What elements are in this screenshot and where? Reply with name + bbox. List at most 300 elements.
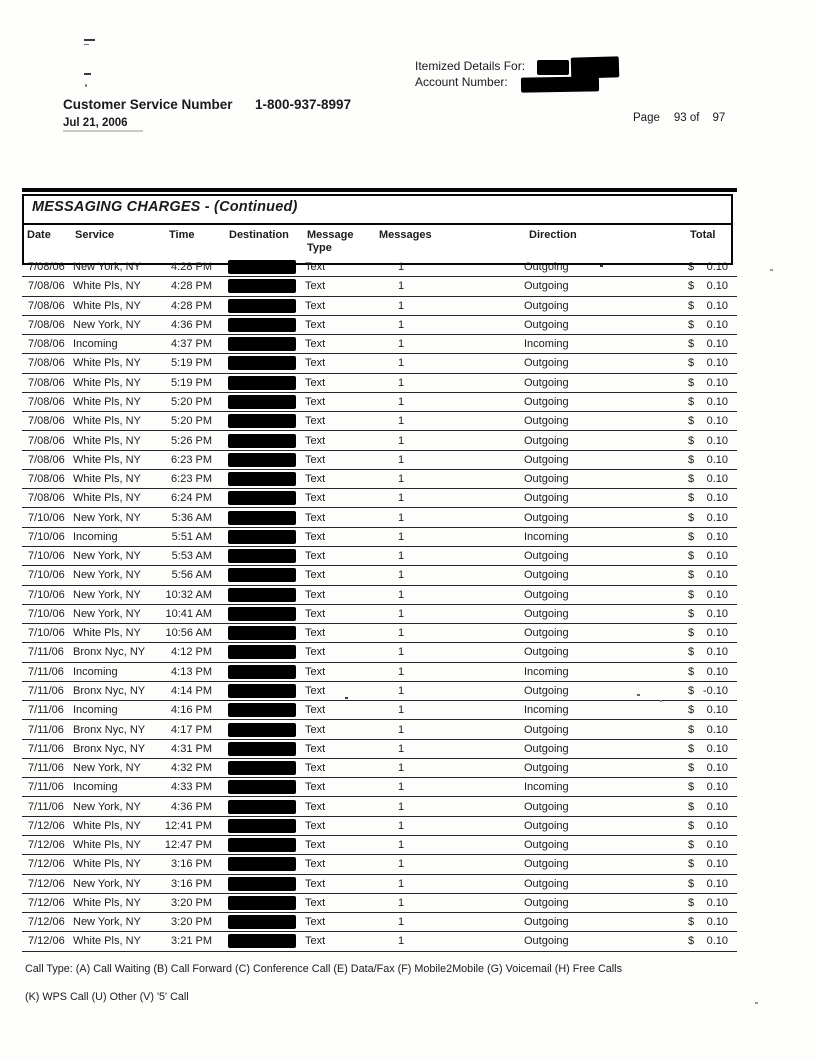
row-service: New York, NY bbox=[73, 588, 141, 601]
row-service: White Pls, NY bbox=[73, 819, 141, 832]
row-message-type: Text bbox=[305, 395, 326, 408]
row-date: 7/08/06 bbox=[28, 395, 65, 408]
row-message-type: Text bbox=[305, 762, 326, 775]
table-row bbox=[22, 508, 737, 527]
destination-redaction-box bbox=[228, 395, 296, 409]
row-messages-count: 1 bbox=[398, 723, 405, 736]
table-row bbox=[22, 740, 737, 759]
currency-symbol: $ bbox=[688, 376, 695, 389]
row-time: 4:28 PM bbox=[171, 280, 212, 293]
table-row bbox=[22, 277, 737, 296]
table-row bbox=[22, 720, 737, 739]
row-destination bbox=[214, 645, 300, 659]
row-direction: Outgoing bbox=[524, 646, 569, 659]
table-row bbox=[22, 393, 737, 412]
scan-artifact bbox=[63, 130, 143, 132]
statement-date: Jul 21, 2006 bbox=[63, 117, 128, 129]
row-total bbox=[682, 589, 733, 601]
row-destination bbox=[214, 395, 300, 409]
row-time: 4:37 PM bbox=[171, 338, 212, 351]
row-direction: Outgoing bbox=[524, 511, 569, 524]
table-row bbox=[22, 875, 737, 894]
destination-redaction-box bbox=[228, 260, 296, 274]
currency-symbol: $ bbox=[688, 434, 695, 447]
row-total bbox=[682, 801, 733, 813]
row-messages-count: 1 bbox=[398, 607, 405, 620]
row-message-type: Text bbox=[305, 588, 326, 601]
row-direction: Outgoing bbox=[524, 762, 569, 775]
row-amount: 0.10 bbox=[706, 550, 728, 563]
row-amount: 0.10 bbox=[706, 935, 728, 948]
row-amount: 0.10 bbox=[706, 376, 728, 389]
row-amount: 0.10 bbox=[706, 473, 728, 486]
row-direction: Outgoing bbox=[524, 877, 569, 890]
row-messages-count: 1 bbox=[398, 569, 405, 582]
call-type-legend-line2: (K) WPS Call (U) Other (V) '5' Call bbox=[25, 991, 189, 1003]
row-message-type: Text bbox=[305, 473, 326, 486]
row-messages-count: 1 bbox=[398, 877, 405, 890]
row-time: 4:36 PM bbox=[171, 800, 212, 813]
row-service: White Pls, NY bbox=[73, 839, 141, 852]
row-messages-count: 1 bbox=[398, 453, 405, 466]
row-message-type: Text bbox=[305, 357, 326, 370]
row-amount: 0.10 bbox=[706, 530, 728, 543]
row-amount: 0.10 bbox=[706, 588, 728, 601]
row-direction: Incoming bbox=[524, 338, 569, 351]
table-row bbox=[22, 431, 737, 450]
row-direction: Outgoing bbox=[524, 935, 569, 948]
row-service: Incoming bbox=[73, 530, 118, 543]
row-date: 7/11/06 bbox=[28, 684, 64, 697]
row-destination bbox=[214, 318, 300, 332]
row-total bbox=[682, 396, 733, 408]
row-message-type: Text bbox=[305, 800, 326, 813]
row-message-type: Text bbox=[305, 453, 326, 466]
row-message-type: Text bbox=[305, 858, 326, 871]
customer-service-line bbox=[63, 97, 352, 112]
row-message-type: Text bbox=[305, 704, 326, 717]
row-direction: Outgoing bbox=[524, 819, 569, 832]
row-messages-count: 1 bbox=[398, 550, 405, 563]
row-messages-count: 1 bbox=[398, 473, 405, 486]
row-service: Bronx Nyc, NY bbox=[73, 646, 146, 659]
row-total bbox=[682, 531, 733, 543]
currency-symbol: $ bbox=[688, 338, 695, 351]
scan-artifact bbox=[85, 84, 87, 87]
row-message-type: Text bbox=[305, 415, 326, 428]
row-message-type: Text bbox=[305, 607, 326, 620]
row-total bbox=[682, 454, 733, 466]
row-total bbox=[682, 897, 733, 909]
row-total bbox=[682, 724, 733, 736]
row-total bbox=[682, 473, 733, 485]
destination-redaction-box bbox=[228, 453, 296, 467]
row-amount: 0.10 bbox=[706, 762, 728, 775]
customer-service-number: 1-800-937-8997 bbox=[255, 97, 352, 112]
row-service: New York, NY bbox=[73, 762, 141, 775]
row-message-type: Text bbox=[305, 511, 326, 524]
row-service: White Pls, NY bbox=[73, 492, 141, 505]
scan-artifact bbox=[755, 1002, 758, 1004]
table-row bbox=[22, 316, 737, 335]
row-destination bbox=[214, 549, 300, 563]
row-messages-count: 1 bbox=[398, 299, 405, 312]
redaction-name-box-2 bbox=[571, 56, 620, 78]
row-amount: 0.10 bbox=[706, 415, 728, 428]
table-row bbox=[22, 701, 737, 720]
row-messages-count: 1 bbox=[398, 704, 405, 717]
row-service: White Pls, NY bbox=[73, 395, 141, 408]
currency-symbol: $ bbox=[688, 261, 695, 274]
row-time: 12:47 PM bbox=[164, 839, 212, 852]
row-direction: Outgoing bbox=[524, 376, 569, 389]
row-time: 4:33 PM bbox=[171, 781, 212, 794]
messaging-charges-table-header bbox=[22, 194, 733, 265]
row-total bbox=[682, 357, 733, 369]
row-amount: 0.10 bbox=[706, 704, 728, 717]
row-messages-count: 1 bbox=[398, 588, 405, 601]
row-direction: Outgoing bbox=[524, 280, 569, 293]
row-service: White Pls, NY bbox=[73, 453, 141, 466]
row-destination bbox=[214, 626, 300, 640]
row-destination bbox=[214, 915, 300, 929]
scan-artifact bbox=[770, 269, 773, 271]
row-total bbox=[682, 569, 733, 581]
row-direction: Outgoing bbox=[524, 318, 569, 331]
row-date: 7/10/06 bbox=[28, 627, 65, 640]
row-time: 4:32 PM bbox=[171, 762, 212, 775]
row-time: 4:28 PM bbox=[171, 299, 212, 312]
row-time: 3:21 PM bbox=[171, 935, 212, 948]
row-amount: 0.10 bbox=[706, 299, 728, 312]
row-service: Bronx Nyc, NY bbox=[73, 742, 146, 755]
row-time: 5:19 PM bbox=[171, 357, 212, 370]
row-date: 7/10/06 bbox=[28, 588, 65, 601]
table-row bbox=[22, 663, 737, 682]
page-indicator bbox=[633, 112, 725, 124]
row-messages-count: 1 bbox=[398, 742, 405, 755]
row-date: 7/08/06 bbox=[28, 357, 65, 370]
row-message-type: Text bbox=[305, 742, 326, 755]
row-destination bbox=[214, 723, 300, 737]
destination-redaction-box bbox=[228, 838, 296, 852]
currency-symbol: $ bbox=[688, 762, 695, 775]
row-destination bbox=[214, 934, 300, 948]
row-total bbox=[682, 916, 733, 928]
row-time: 4:16 PM bbox=[171, 704, 212, 717]
destination-redaction-box bbox=[228, 356, 296, 370]
row-message-type: Text bbox=[305, 492, 326, 505]
table-body bbox=[22, 258, 737, 952]
row-service: White Pls, NY bbox=[73, 627, 141, 640]
row-destination bbox=[214, 511, 300, 525]
row-messages-count: 1 bbox=[398, 280, 405, 293]
row-total bbox=[682, 743, 733, 755]
row-direction: Outgoing bbox=[524, 723, 569, 736]
destination-redaction-box bbox=[228, 915, 296, 929]
currency-symbol: $ bbox=[688, 530, 695, 543]
row-message-type: Text bbox=[305, 318, 326, 331]
row-time: 5:36 AM bbox=[171, 511, 212, 524]
currency-symbol: $ bbox=[688, 665, 695, 678]
row-amount: 0.10 bbox=[706, 357, 728, 370]
row-destination bbox=[214, 453, 300, 467]
row-service: White Pls, NY bbox=[73, 434, 141, 447]
row-date: 7/11/06 bbox=[28, 800, 64, 813]
row-destination bbox=[214, 568, 300, 582]
row-service: New York, NY bbox=[73, 916, 141, 929]
column-header-direction: Direction bbox=[529, 229, 577, 241]
row-time: 5:53 AM bbox=[171, 550, 212, 563]
row-message-type: Text bbox=[305, 338, 326, 351]
currency-symbol: $ bbox=[688, 819, 695, 832]
row-date: 7/08/06 bbox=[28, 434, 65, 447]
row-amount: 0.10 bbox=[706, 261, 728, 274]
row-time: 3:16 PM bbox=[171, 858, 212, 871]
row-time: 5:19 PM bbox=[171, 376, 212, 389]
table-title: MESSAGING CHARGES - (Continued) bbox=[24, 196, 731, 225]
row-service: White Pls, NY bbox=[73, 935, 141, 948]
destination-redaction-box bbox=[228, 472, 296, 486]
row-service: Incoming bbox=[73, 781, 118, 794]
row-message-type: Text bbox=[305, 684, 326, 697]
currency-symbol: $ bbox=[688, 395, 695, 408]
row-destination bbox=[214, 356, 300, 370]
row-message-type: Text bbox=[305, 434, 326, 447]
row-destination bbox=[214, 376, 300, 390]
page-current: 93 bbox=[673, 112, 687, 124]
row-total bbox=[682, 704, 733, 716]
row-destination bbox=[214, 838, 300, 852]
destination-redaction-box bbox=[228, 530, 296, 544]
row-total bbox=[682, 415, 733, 427]
itemized-details-block bbox=[415, 58, 525, 90]
row-date: 7/10/06 bbox=[28, 569, 65, 582]
row-service: New York, NY bbox=[73, 800, 141, 813]
scan-artifact bbox=[84, 39, 95, 41]
row-messages-count: 1 bbox=[398, 684, 405, 697]
row-direction: Outgoing bbox=[524, 395, 569, 408]
destination-redaction-box bbox=[228, 376, 296, 390]
scan-artifact bbox=[345, 697, 348, 699]
row-date: 7/08/06 bbox=[28, 453, 65, 466]
row-amount: 0.10 bbox=[706, 492, 728, 505]
row-direction: Outgoing bbox=[524, 415, 569, 428]
call-type-legend-line1: Call Type: (A) Call Waiting (B) Call Forward (C) Conference Call (E) Data/Fax (F) Mobile2Mobile (G) Voicemail (H) Free Calls bbox=[25, 963, 622, 975]
currency-symbol: $ bbox=[688, 742, 695, 755]
row-direction: Incoming bbox=[524, 665, 569, 678]
row-time: 4:14 PM bbox=[171, 684, 212, 697]
row-total bbox=[682, 319, 733, 331]
row-date: 7/12/06 bbox=[28, 839, 65, 852]
row-amount: 0.10 bbox=[706, 819, 728, 832]
row-messages-count: 1 bbox=[398, 357, 405, 370]
row-time: 4:13 PM bbox=[171, 665, 212, 678]
page-of-label: of bbox=[689, 112, 700, 124]
destination-redaction-box bbox=[228, 414, 296, 428]
destination-redaction-box bbox=[228, 434, 296, 448]
row-date: 7/10/06 bbox=[28, 550, 65, 563]
destination-redaction-box bbox=[228, 588, 296, 602]
account-number-label: Account Number: bbox=[415, 75, 508, 89]
row-messages-count: 1 bbox=[398, 935, 405, 948]
row-direction: Outgoing bbox=[524, 800, 569, 813]
table-row bbox=[22, 354, 737, 373]
row-total bbox=[682, 261, 733, 273]
row-time: 6:24 PM bbox=[171, 492, 212, 505]
row-message-type: Text bbox=[305, 550, 326, 563]
row-destination bbox=[214, 896, 300, 910]
table-row bbox=[22, 489, 737, 508]
row-amount: 0.10 bbox=[706, 858, 728, 871]
row-total bbox=[682, 377, 733, 389]
row-messages-count: 1 bbox=[398, 261, 405, 274]
row-total bbox=[682, 435, 733, 447]
row-destination bbox=[214, 530, 300, 544]
table-row bbox=[22, 297, 737, 316]
row-service: White Pls, NY bbox=[73, 299, 141, 312]
row-service: White Pls, NY bbox=[73, 415, 141, 428]
row-date: 7/11/06 bbox=[28, 742, 64, 755]
row-amount: 0.10 bbox=[706, 916, 728, 929]
row-messages-count: 1 bbox=[398, 858, 405, 871]
row-direction: Outgoing bbox=[524, 588, 569, 601]
row-service: New York, NY bbox=[73, 550, 141, 563]
row-message-type: Text bbox=[305, 935, 326, 948]
row-message-type: Text bbox=[305, 299, 326, 312]
row-date: 7/08/06 bbox=[28, 318, 65, 331]
row-total bbox=[682, 839, 733, 851]
row-direction: Outgoing bbox=[524, 473, 569, 486]
row-service: White Pls, NY bbox=[73, 858, 141, 871]
row-date: 7/08/06 bbox=[28, 492, 65, 505]
row-date: 7/11/06 bbox=[28, 646, 64, 659]
destination-redaction-box bbox=[228, 318, 296, 332]
row-time: 4:12 PM bbox=[171, 646, 212, 659]
row-time: 3:20 PM bbox=[171, 916, 212, 929]
row-messages-count: 1 bbox=[398, 800, 405, 813]
row-destination bbox=[214, 819, 300, 833]
row-service: New York, NY bbox=[73, 511, 141, 524]
row-time: 6:23 PM bbox=[171, 473, 212, 486]
table-row bbox=[22, 547, 737, 566]
row-date: 7/10/06 bbox=[28, 511, 65, 524]
scan-artifact bbox=[660, 700, 662, 702]
currency-symbol: $ bbox=[688, 415, 695, 428]
table-row bbox=[22, 605, 737, 624]
row-amount: 0.10 bbox=[706, 723, 728, 736]
row-date: 7/11/06 bbox=[28, 665, 64, 678]
row-amount: 0.10 bbox=[706, 511, 728, 524]
row-destination bbox=[214, 260, 300, 274]
row-amount: 0.10 bbox=[706, 569, 728, 582]
row-time: 4:31 PM bbox=[171, 742, 212, 755]
row-message-type: Text bbox=[305, 627, 326, 640]
table-row bbox=[22, 817, 737, 836]
table-row bbox=[22, 335, 737, 354]
table-row bbox=[22, 682, 737, 701]
row-message-type: Text bbox=[305, 839, 326, 852]
page-total: 97 bbox=[712, 112, 726, 124]
destination-redaction-box bbox=[228, 299, 296, 313]
currency-symbol: $ bbox=[688, 877, 695, 890]
row-destination bbox=[214, 780, 300, 794]
row-amount: 0.10 bbox=[706, 627, 728, 640]
row-total bbox=[682, 781, 733, 793]
row-direction: Outgoing bbox=[524, 492, 569, 505]
table-row bbox=[22, 913, 737, 932]
row-direction: Outgoing bbox=[524, 550, 569, 563]
row-destination bbox=[214, 472, 300, 486]
row-message-type: Text bbox=[305, 646, 326, 659]
row-messages-count: 1 bbox=[398, 511, 405, 524]
row-direction: Outgoing bbox=[524, 684, 569, 697]
currency-symbol: $ bbox=[688, 723, 695, 736]
destination-redaction-box bbox=[228, 819, 296, 833]
row-messages-count: 1 bbox=[398, 665, 405, 678]
destination-redaction-box bbox=[228, 568, 296, 582]
column-header-messages: Messages bbox=[379, 229, 432, 241]
row-amount: 0.10 bbox=[706, 453, 728, 466]
row-destination bbox=[214, 857, 300, 871]
row-total bbox=[682, 820, 733, 832]
row-date: 7/08/06 bbox=[28, 338, 65, 351]
row-date: 7/12/06 bbox=[28, 877, 65, 890]
row-destination bbox=[214, 800, 300, 814]
row-amount: 0.10 bbox=[706, 877, 728, 890]
row-destination bbox=[214, 703, 300, 717]
row-amount: 0.10 bbox=[706, 395, 728, 408]
table-row bbox=[22, 836, 737, 855]
currency-symbol: $ bbox=[688, 935, 695, 948]
table-row bbox=[22, 855, 737, 874]
row-messages-count: 1 bbox=[398, 338, 405, 351]
row-direction: Outgoing bbox=[524, 858, 569, 871]
row-time: 12:41 PM bbox=[164, 819, 212, 832]
table-row bbox=[22, 759, 737, 778]
row-messages-count: 1 bbox=[398, 318, 405, 331]
row-message-type: Text bbox=[305, 819, 326, 832]
table-row bbox=[22, 624, 737, 643]
row-direction: Outgoing bbox=[524, 627, 569, 640]
row-message-type: Text bbox=[305, 896, 326, 909]
row-total bbox=[682, 300, 733, 312]
row-message-type: Text bbox=[305, 723, 326, 736]
table-row bbox=[22, 470, 737, 489]
row-total bbox=[682, 512, 733, 524]
row-direction: Outgoing bbox=[524, 607, 569, 620]
row-total bbox=[682, 627, 733, 639]
table-row bbox=[22, 528, 737, 547]
row-message-type: Text bbox=[305, 916, 326, 929]
scan-artifact bbox=[84, 73, 91, 75]
destination-redaction-box bbox=[228, 857, 296, 871]
table-row bbox=[22, 643, 737, 662]
row-time: 3:16 PM bbox=[171, 877, 212, 890]
row-service: New York, NY bbox=[73, 318, 141, 331]
row-total bbox=[682, 608, 733, 620]
table-row bbox=[22, 894, 737, 913]
destination-redaction-box bbox=[228, 723, 296, 737]
row-amount: 0.10 bbox=[706, 839, 728, 852]
redaction-name-box-1 bbox=[537, 60, 569, 75]
row-amount: 0.10 bbox=[706, 896, 728, 909]
row-messages-count: 1 bbox=[398, 839, 405, 852]
row-date: 7/11/06 bbox=[28, 762, 64, 775]
destination-redaction-box bbox=[228, 665, 296, 679]
row-total bbox=[682, 646, 733, 658]
scan-artifact bbox=[637, 694, 640, 696]
